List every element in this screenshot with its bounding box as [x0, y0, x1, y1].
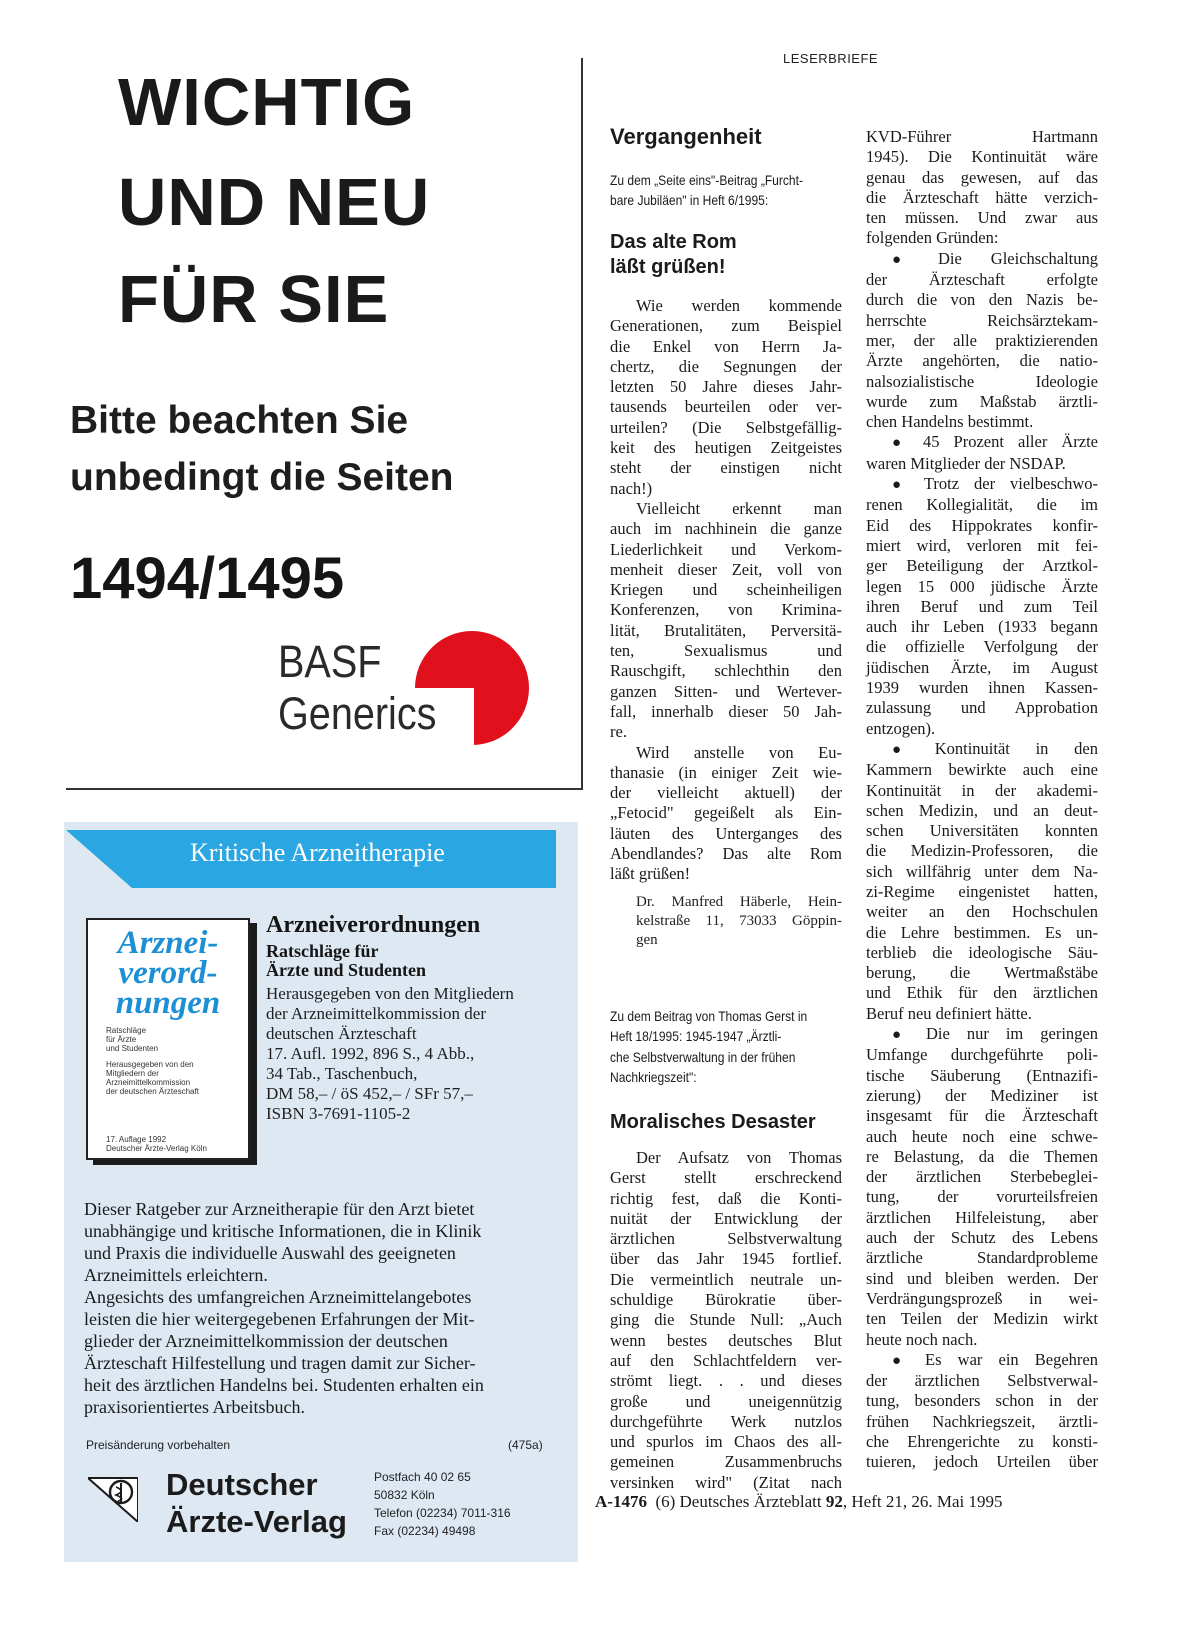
book-description-line: Angesichts des umfangreichen Arzneimittelangebotes: [84, 1287, 472, 1307]
text-line: Kontinuität in den: [934, 738, 1098, 758]
text-line: nalsozialistische Ideologie: [866, 371, 1098, 391]
cover-title-2: verord-: [118, 955, 218, 991]
text-line: zulassung und Approbation: [866, 698, 1098, 718]
cover-edition-2: Deutscher Ärzte-Verlag Köln: [106, 1144, 207, 1153]
intro-line: bare Jubiläen" in Heft 6/1995:: [610, 192, 769, 209]
letter1-body: [610, 296, 842, 885]
book-ad-banner-title: Kritische Arzneitherapie: [190, 838, 445, 867]
brand-generics: Generics: [278, 688, 437, 739]
ad-code: (475a): [508, 1438, 543, 1452]
book-subtitle-2: Ärzte und Studenten: [266, 960, 427, 980]
text-line: läßt grüßen!: [610, 864, 691, 884]
text-line: Wird anstelle von Eu-: [636, 742, 842, 762]
text-line: die Lehre bestimmen. Es un-: [866, 922, 1098, 942]
text-line: Ärzte angehörten, die natio-: [866, 351, 1098, 371]
letter2-headline: Moralisches Desaster: [610, 1111, 816, 1133]
address-line: Postfach 40 02 65: [374, 1470, 471, 1484]
text-line: auch ihr Leben (1933 begann: [866, 617, 1098, 637]
text-line: 1945). Die Kontinuität wäre: [866, 147, 1098, 167]
text-line: tung, besonders schon in der: [866, 1391, 1098, 1411]
book-description-line: heit des ärztlichen Handelns bei. Studenten erhalten ein: [84, 1375, 484, 1395]
text-line: Gerst stellt erschreckend: [610, 1168, 842, 1188]
text-line: wenn bestes deutsches Blut: [610, 1330, 842, 1350]
ad-subline-2: unbedingt die Seiten: [70, 456, 454, 499]
text-line: Trotz der vielbeschwo-: [923, 474, 1098, 494]
text-line: 45 Prozent aller Ärzte: [923, 432, 1099, 452]
text-line: der Ärzteschaft erfolgte: [866, 270, 1098, 290]
section-label: LESERBRIEFE: [783, 51, 879, 66]
text-line: zierung) der Mediziner ist: [866, 1085, 1098, 1105]
text-line: gemeinen Zusammenbruchs: [610, 1452, 842, 1472]
text-line: richtig fest, daß die Konti-: [610, 1188, 842, 1208]
publisher-name-2: Ärzte-Verlag: [166, 1504, 347, 1539]
brand-basf: BASF: [278, 636, 382, 687]
text-line: sind und bleiben werden. Der: [866, 1268, 1098, 1288]
bullet-icon: [892, 1350, 925, 1369]
text-line: nuität der Entwicklung der: [610, 1208, 842, 1228]
footer-volume: 92: [825, 1492, 843, 1511]
bullet-line: [866, 474, 1098, 495]
text-line: schuldige Bürokratie über-: [610, 1290, 842, 1310]
text-line: frühen Nachkriegszeit, ärztli-: [866, 1411, 1098, 1431]
text-line: renen Kollegialität, die im: [866, 495, 1098, 515]
signature-line: kelstraße 11, 73033 Göppin-: [636, 913, 842, 929]
text-line: versinken wird" (Zitat nach: [610, 1472, 842, 1492]
text-line: durchgeführte Werk nutzlos: [610, 1411, 842, 1431]
text-line: Liederlichkeit und Verkom-: [610, 539, 842, 559]
text-line: chen Handelns bestimmt.: [866, 412, 1034, 432]
book-detail-line: Herausgegeben von den Mitgliedern: [266, 984, 514, 1003]
bullet-icon: [892, 249, 938, 268]
book-description-line: Ärzteschaft Hilfestellung und tragen damit zur Sicher-: [84, 1353, 476, 1373]
text-line: „Fetocid" gegeißelt als Ein-: [610, 803, 842, 823]
book-title: Arzneiverordnungen: [266, 912, 481, 938]
price-note: Preisänderung vorbehalten: [86, 1438, 231, 1452]
text-line: menheit dieser Zeit, voll von: [610, 559, 842, 579]
text-line: Die vermeintlich neutrale un-: [610, 1269, 842, 1289]
text-line: sich willfährig unter dem Na-: [866, 861, 1098, 881]
text-line: ten Teilen der Medizin wirkt: [866, 1309, 1098, 1329]
text-line: terblieb die ideologische Säu-: [866, 942, 1098, 962]
bullet-line: [866, 432, 1098, 453]
book-description-line: Arzneimittels erleichtern.: [84, 1265, 268, 1285]
text-line: ging die Stunde Null: „Auch: [610, 1310, 842, 1330]
text-line: wurde zum Maßstab ärztli-: [866, 391, 1098, 411]
column3-body: [866, 127, 1098, 1473]
text-line: Kriegen und scheinheiligen: [610, 580, 842, 600]
cover-editors-4: der deutschen Ärzteschaft: [106, 1087, 199, 1096]
text-line: der vielleicht aktuell) der: [610, 783, 842, 803]
text-line: Umfange durchgeführte poli-: [866, 1045, 1098, 1065]
book-description-line: leisten die hier weitergegebenen Erfahrungen der Mit-: [84, 1309, 475, 1329]
text-line: Wie werden kommende: [636, 296, 842, 315]
book-description: [84, 1198, 542, 1418]
text-line: tuieren, jedoch Urteilen über: [866, 1452, 1098, 1472]
cover-editors-3: Arzneimittelkommission: [106, 1078, 191, 1087]
text-line: keit des heutigen Zeitgeistes: [610, 438, 842, 458]
text-line: urteilen? (Die Selbstgefällig-: [610, 417, 842, 437]
bullet-line: [866, 739, 1098, 760]
text-line: letzten 50 Jahre dieses Jahr-: [610, 377, 842, 397]
bullet-line: [866, 1350, 1098, 1371]
bullet-icon: [892, 432, 923, 451]
address-line: Fax (02234) 49498: [374, 1524, 476, 1538]
ad-subline-1: Bitte beachten Sie: [70, 399, 409, 442]
text-line: ten müssen. Und zwar aus: [866, 208, 1098, 228]
ad-page-numbers: 1494/1495: [70, 546, 345, 611]
book-description-line: unabhängige und kritische Informationen, die in Klinik: [84, 1221, 482, 1241]
book-detail-line: deutschen Ärzteschaft: [266, 1024, 417, 1043]
text-line: die offizielle Verfolgung der: [866, 637, 1098, 657]
letter2-intro: [610, 1006, 842, 1087]
text-line: jüdischen Ärzte, im August: [866, 657, 1098, 677]
text-line: berung, die Wertmaßstäbe: [866, 963, 1098, 983]
text-line: insgesamt für die Ärzteschaft: [866, 1106, 1098, 1126]
letter1-topic: Vergangenheit: [610, 124, 762, 149]
text-line: mer, der alle praktizierenden: [866, 330, 1098, 350]
text-line: der ärztlichen Sterbebeglei-: [866, 1167, 1098, 1187]
text-line: re.: [610, 722, 627, 742]
intro-line: che Selbstverwaltung in der frühen: [610, 1048, 796, 1065]
text-line: Rauschgift, schlechthin den: [610, 661, 842, 681]
intro-line: Heft 18/1995: 1945-1947 „Ärztli-: [610, 1028, 782, 1045]
footer-issue: , Heft 21, 26. Mai 1995: [842, 1492, 1003, 1511]
text-line: auch heute noch eine schwe-: [866, 1126, 1098, 1146]
text-line: schen Medizin, und an deut-: [866, 800, 1098, 820]
book-detail-line: der Arzneimittelkommission der: [266, 1004, 487, 1023]
text-line: schen Universitäten konnten: [866, 821, 1098, 841]
text-line: und spurlos im Chaos des all-: [610, 1432, 842, 1452]
publisher-logo-icon: [88, 1472, 138, 1522]
text-line: Vielleicht erkennt man: [636, 498, 842, 518]
text-line: ärztlichen Selbstverwaltung: [610, 1229, 842, 1249]
text-line: fall, innerhalb dieser 50 Jah-: [610, 701, 842, 721]
footer-page-number: A-1476: [595, 1492, 647, 1511]
text-line: KVD-Führer Hartmann: [866, 127, 1098, 146]
book-detail-line: 34 Tab., Taschenbuch,: [266, 1064, 418, 1083]
bullet-icon: [892, 739, 935, 758]
text-line: die Medizin-Professoren, die: [866, 841, 1098, 861]
letter1-headline-1: Das alte Rom: [610, 231, 737, 253]
text-line: re Belastung, da die Themen: [866, 1146, 1098, 1166]
text-line: Konferenzen, von Krimina-: [610, 600, 842, 620]
cover-title-1: Arznei-: [117, 925, 219, 961]
text-line: steht der einstigen nicht: [610, 458, 842, 478]
text-line: durch die von den Nazis be-: [866, 290, 1098, 310]
text-line: Die nur im geringen: [925, 1024, 1099, 1044]
book-detail-line: DM 58,– / öS 452,– / SFr 57,–: [266, 1084, 473, 1103]
intro-line: Nachkriegszeit":: [610, 1068, 697, 1085]
book-cover: [86, 918, 250, 1160]
bullet-line: [866, 1024, 1098, 1045]
ad-headline-2: UND NEU: [118, 165, 431, 240]
address-line: Telefon (02234) 7011-316: [374, 1506, 511, 1520]
text-line: auch im nachhinein die ganze: [610, 519, 842, 539]
publisher-address: [374, 1468, 511, 1540]
text-line: über das Jahr 1945 fortlief.: [610, 1249, 842, 1269]
letter1-headline-2: läßt grüßen!: [610, 256, 726, 278]
page-footer: [595, 1492, 1002, 1512]
text-line: waren Mitglieder der NSDAP.: [866, 453, 1066, 473]
text-line: zi-Regime eingenistet hatten,: [866, 881, 1098, 901]
text-line: ganzen Sitten- und Wertever-: [610, 681, 842, 701]
letter1-intro: [610, 170, 803, 211]
footer-publication: (6) Deutsches Ärzteblatt: [655, 1492, 822, 1511]
book-detail-line: ISBN 3-7691-1105-2: [266, 1104, 411, 1123]
book-details: [266, 984, 514, 1124]
cover-edition-1: 17. Auflage 1992: [106, 1135, 167, 1144]
book-description-line: praxisorientiertes Arbeitsbuch.: [84, 1397, 305, 1417]
cover-editors-1: Herausgegeben von den: [106, 1060, 194, 1069]
text-line: auf den Schlachtfeldern ver-: [610, 1350, 842, 1370]
text-line: auch der Schutz des Lebens: [866, 1228, 1098, 1248]
text-line: nach!): [610, 478, 653, 498]
text-line: Der Aufsatz von Thomas: [636, 1148, 842, 1167]
text-line: tung, der vorurteilsfreien: [866, 1187, 1098, 1207]
text-line: ihren Beruf und zum Teil: [866, 596, 1098, 616]
text-line: Es war ein Begehren: [925, 1349, 1098, 1369]
intro-line: Zu dem Beitrag von Thomas Gerst in: [610, 1008, 808, 1024]
letter2-body: [610, 1148, 842, 1493]
text-line: Eid des Hippokrates konfir-: [866, 515, 1098, 535]
text-line: ärztliche Standardprobleme: [866, 1248, 1098, 1268]
text-line: 1939 wurden ihnen Kassen-: [866, 678, 1098, 698]
text-line: herrschte Reichsärztekam-: [866, 310, 1098, 330]
text-line: große und uneigennützig: [610, 1391, 842, 1411]
text-line: lität, Brutalitäten, Perversitä-: [610, 620, 842, 640]
cover-title-3: nungen: [115, 985, 221, 1021]
text-line: heute noch nach.: [866, 1329, 978, 1349]
text-line: ger Beteiligung der Arztkol-: [866, 556, 1098, 576]
bullet-line: [866, 249, 1098, 270]
text-line: Beruf neu definiert hätte.: [866, 1003, 1032, 1023]
text-line: die Ärzteschaft hätte verzich-: [866, 187, 1098, 207]
column-divider: [581, 58, 583, 788]
bullet-icon: [892, 474, 924, 493]
ad-divider: [66, 788, 583, 790]
text-line: entzogen).: [866, 718, 936, 738]
text-line: folgenden Gründen:: [866, 228, 999, 248]
text-line: der ärztlichen Selbstverwal-: [866, 1371, 1098, 1391]
address-line: 50832 Köln: [374, 1488, 435, 1502]
signature-line: gen: [636, 932, 658, 948]
text-line: strömt liegt. . . und dieses: [610, 1371, 842, 1391]
text-line: Generationen, zum Beispiel: [610, 316, 842, 336]
text-line: und Ethik für den ärztlichen: [866, 983, 1098, 1003]
book-description-line: glieder der Arzneimittelkommission der deutschen: [84, 1331, 448, 1351]
letter1-signature: [636, 893, 842, 950]
cover-small-1: Ratschläge: [106, 1026, 147, 1035]
text-line: ten, Sexualismus und: [610, 641, 842, 661]
text-line: Die Gleichschaltung: [937, 248, 1099, 268]
bullet-icon: [892, 1024, 926, 1043]
cover-editors-2: Mitgliedern der: [106, 1069, 159, 1078]
text-line: legen 15 000 jüdische Ärzte: [866, 576, 1098, 596]
book-description-line: und Praxis die individuelle Auswahl des geeigneten: [84, 1243, 456, 1263]
text-line: Verdrängungsprozeß in wei-: [866, 1288, 1098, 1308]
signature-line: Dr. Manfred Häberle, Hein-: [636, 894, 842, 910]
text-line: miert wird, verloren mit fei-: [866, 535, 1098, 555]
text-line: Kontinuität in der akademi-: [866, 780, 1098, 800]
ad-headline-3: FÜR SIE: [118, 262, 390, 337]
text-line: die Enkel von Herrn Ja-: [610, 336, 842, 356]
book-description-line: Dieser Ratgeber zur Arzneitherapie für den Arzt bietet: [84, 1199, 475, 1219]
cover-small-2: für Ärzte: [106, 1035, 137, 1044]
text-line: ärztlichen Hilfeleistung, aber: [866, 1207, 1098, 1227]
intro-line: Zu dem „Seite eins"-Beitrag „Furcht-: [610, 172, 803, 188]
text-line: Abendlandes? Das alte Rom: [610, 844, 842, 864]
text-line: thanasie (in einiger Zeit wie-: [610, 762, 842, 782]
ad-headline-1: WICHTIG: [118, 65, 416, 140]
text-line: chertz, die Segnungen der: [610, 356, 842, 376]
text-line: genau das gewesen, auf das: [866, 167, 1098, 187]
book-detail-line: 17. Aufl. 1992, 896 S., 4 Abb.,: [266, 1044, 475, 1063]
text-line: tische Säuberung (Entnazifi-: [866, 1065, 1098, 1085]
text-line: che Ehrengerichte zu konsti-: [866, 1432, 1098, 1451]
book-subtitle-1: Ratschläge für: [266, 941, 379, 961]
cover-small-3: und Studenten: [106, 1044, 159, 1053]
text-line: weiter an den Hochschulen: [866, 902, 1098, 922]
text-line: Kammern bewirkte auch eine: [866, 760, 1098, 780]
text-line: tausends beurteilen oder ver-: [610, 397, 842, 417]
text-line: läuten des Unterganges des: [610, 823, 842, 843]
publisher-name-1: Deutscher: [166, 1467, 318, 1502]
